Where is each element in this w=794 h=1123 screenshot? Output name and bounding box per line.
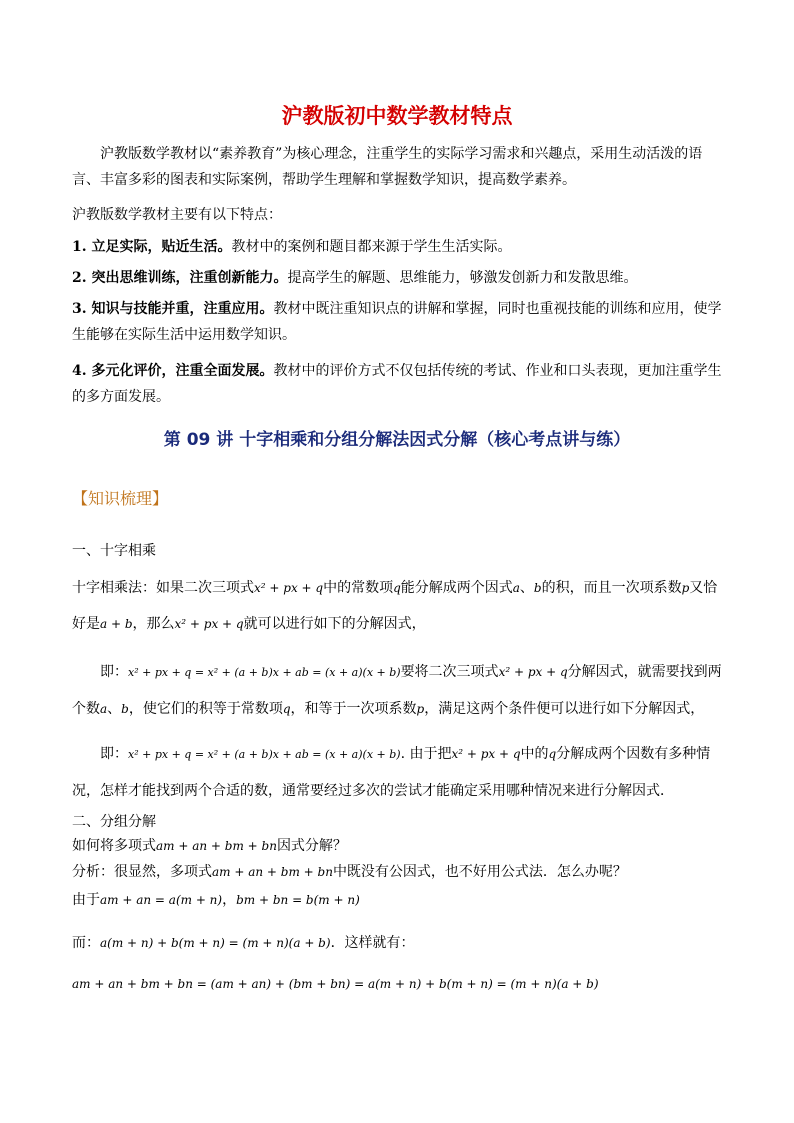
grouping-and-line: 而：a(m + n) + b(m + n) = (m + n)(a + b)．这样就有： <box>72 935 415 951</box>
feature-item-1-heading: 1. 立足实际，贴近生活。 <box>72 239 232 255</box>
feature-item-2 <box>72 265 728 291</box>
math-step-3: a(m + n) + b(m + n) = (m + n)(a + b) <box>100 936 331 950</box>
cross-method-paragraph: 十字相乘法：如果二次三项式x² + px + q中的常数项q能分解成两个因式a、b的积，而且一次项系数p又恰好是a + b，那么x² + px + q就可以进行如下的分解因式， <box>72 580 718 632</box>
feature-item-4-heading: 4. 多元化评价，注重全面发展。 <box>72 363 274 379</box>
math-identity: x² + px + q = x² + (a + b)x + ab = (x + a)(x + b) <box>128 666 401 679</box>
section-heading: 【知识梳理】 <box>72 489 169 508</box>
math-step-2: bm + bn = b(m + n) <box>236 893 360 907</box>
intro-paragraph: 沪教版数学教材以“素养教育”为核心理念，注重学生的实际学习需求和兴趣点，采用生动活泼的语言、丰富多彩的图表和实际案例，帮助学生理解和掌握数学知识，提高数学素养。 <box>72 146 703 188</box>
feature-item-1-text: 教材中的案例和题目都来源于学生生活实际。 <box>231 239 512 255</box>
grouping-question: 如何将多项式am + an + bm + bn因式分解？ <box>72 838 347 854</box>
feature-item-3 <box>72 296 728 348</box>
grouping-analysis: 分析：很显然，多项式am + an + bm + bn中既没有公因式，也不好用公式法．怎么办呢？ <box>72 864 627 880</box>
intro-features-lead: 沪教版数学教材主要有以下特点： <box>72 207 282 223</box>
grouping-since-line: 由于am + an = a(m + n)，bm + bn = b(m + n) <box>72 892 360 908</box>
cross-method-note-paragraph: 即：x² + px + q = x² + (a + b)x + ab = (x + a)(x + b). 由于把x² + px + q中的q分解成两个因数有多种情况，怎样才能找到两个合适的数，通常要经过多次的尝试才能确定采用哪种情况来进行分解因式． <box>72 746 711 799</box>
feature-item-3-text: 教材中既注重知识点的讲解和掌握，同时也重视技能的训练和应用，使学生能够在实际生活中运用数学知识。 <box>72 301 722 343</box>
math-step-1: am + an = a(m + n) <box>100 893 223 907</box>
grouping-final-equation <box>72 971 728 997</box>
math-trinomial: x² + px + q <box>254 581 324 595</box>
feature-item-1 <box>72 234 728 260</box>
math-polynomial: am + an + bm + bn <box>156 839 277 853</box>
page-title: 沪教版初中数学教材特点 <box>281 104 513 128</box>
cross-method-identity-paragraph: 即：x² + px + q = x² + (a + b)x + ab = (x + a)(x + b)要将二次三项式x² + px + q分解因式，就需要找到两个数a、b，使它们的积等于常数项q，和等于一次项系数p，满足这两个条件便可以进行如下分解因式， <box>72 664 722 717</box>
math-final: am + an + bm + bn = (am + an) + (bm + bn) = a(m + n) + b(m + n) = (m + n)(a + b) <box>72 977 599 991</box>
part1-heading: 一、十字相乘 <box>72 543 156 559</box>
feature-item-3-heading: 3. 知识与技能并重，注重应用。 <box>72 301 274 317</box>
lesson-title: 第 09 讲 十字相乘和分组分解法因式分解（核心考点讲与练） <box>163 430 631 450</box>
feature-item-4 <box>72 358 728 410</box>
feature-item-2-heading: 2. 突出思维训练，注重创新能力。 <box>72 270 288 286</box>
part2-heading: 二、分组分解 <box>72 814 156 830</box>
feature-item-2-text: 提高学生的解题、思维能力，够激发创新力和发散思维。 <box>287 270 638 286</box>
feature-item-4-text: 教材中的评价方式不仅包括传统的考试、作业和口头表现，更加注重学生的多方面发展。 <box>72 363 722 405</box>
